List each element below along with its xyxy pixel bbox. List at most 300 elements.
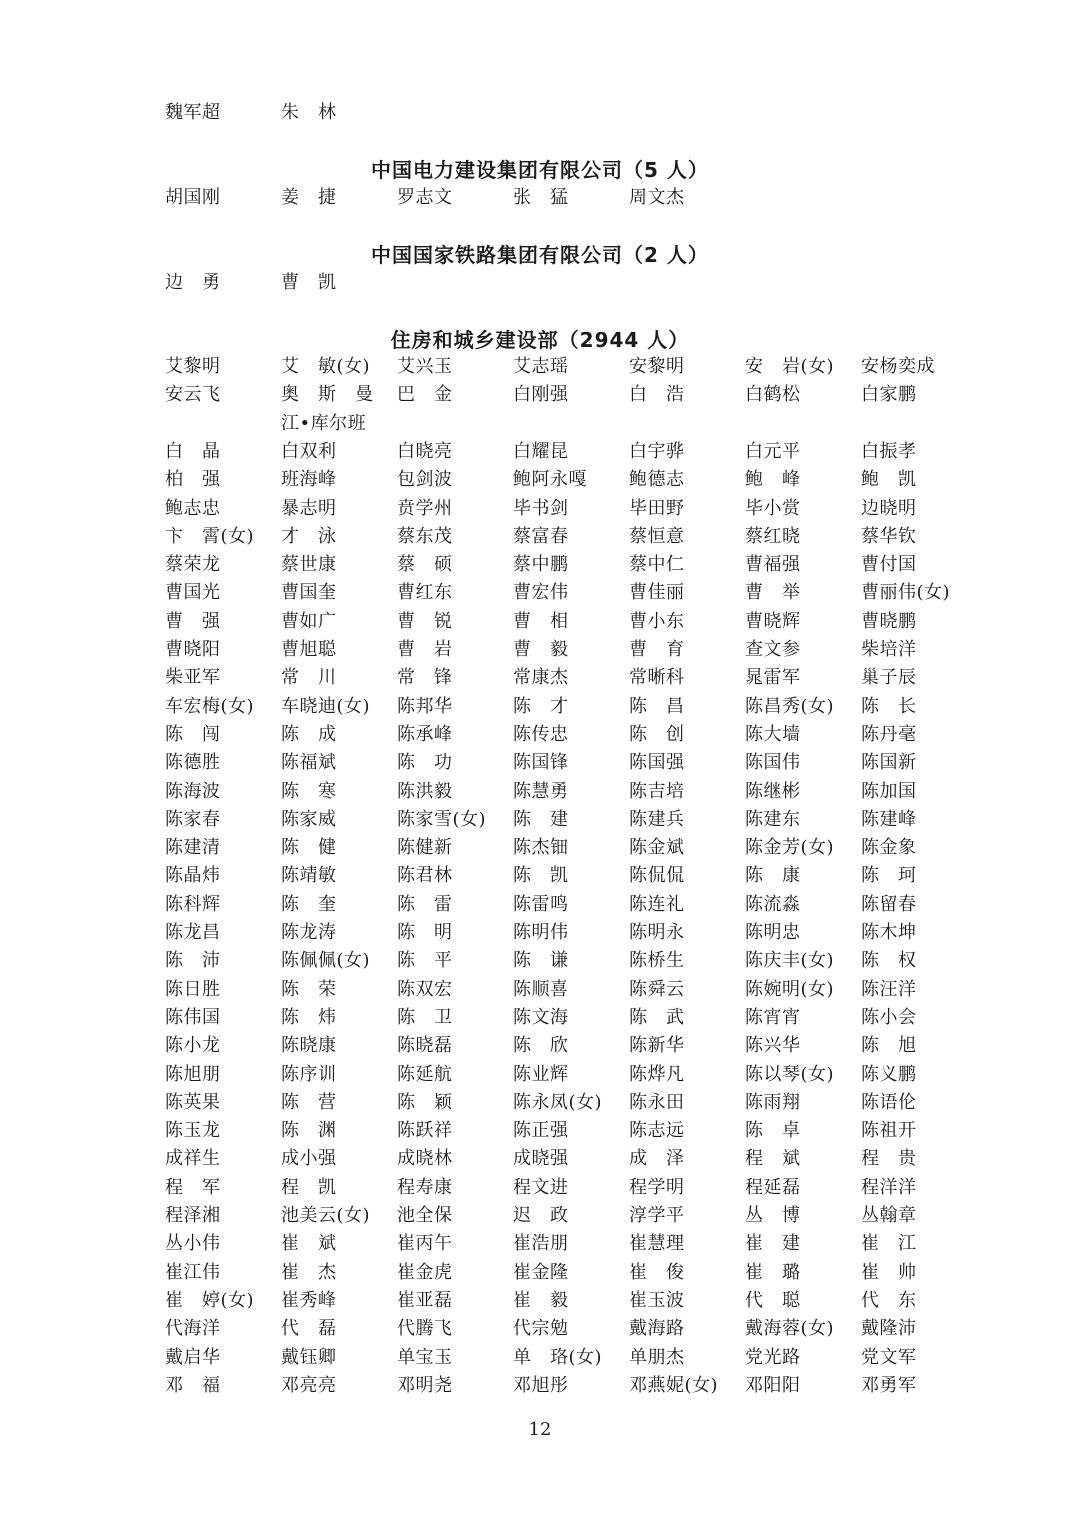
person-name: 陈连礼 xyxy=(629,893,685,915)
name-row xyxy=(0,749,1080,777)
person-name: 蔡华钦 xyxy=(861,525,917,547)
person-name: 陈德胜 xyxy=(165,752,221,774)
person-name: 陈业辉 xyxy=(513,1063,569,1085)
name-row xyxy=(0,184,1080,212)
person-name: 卞 霄(女) xyxy=(165,525,255,547)
person-name: 崔 婷(女) xyxy=(165,1289,255,1311)
person-name: 胡国刚 xyxy=(165,187,221,208)
person-name: 代 东 xyxy=(861,1289,917,1311)
person-name: 陈福斌 xyxy=(281,752,337,774)
person-name: 陈国强 xyxy=(629,752,685,774)
person-name: 蔡荣龙 xyxy=(165,554,221,576)
person-name: 崔秀峰 xyxy=(281,1289,337,1311)
person-name: 陈英果 xyxy=(165,1091,221,1113)
person-name: 边 勇 xyxy=(165,272,221,293)
person-name: 江•库尔班 xyxy=(281,412,367,434)
name-row xyxy=(0,353,1080,381)
person-name: 包剑波 xyxy=(397,469,453,491)
person-name: 陈雷鸣 xyxy=(513,893,569,915)
person-name: 白耀昆 xyxy=(513,440,569,462)
person-name: 陈建峰 xyxy=(861,808,917,830)
person-name: 陈新华 xyxy=(629,1035,685,1057)
person-name: 陈金芳(女) xyxy=(745,837,835,859)
person-name: 陈流淼 xyxy=(745,893,801,915)
person-name: 陈日胜 xyxy=(165,978,221,1000)
person-name: 陈庆丰(女) xyxy=(745,950,835,972)
person-name: 陈明伟 xyxy=(513,922,569,943)
name-row xyxy=(0,891,1080,919)
person-name: 崔江伟 xyxy=(165,1261,221,1283)
person-name: 戴钰卿 xyxy=(281,1346,337,1368)
person-name: 程 斌 xyxy=(745,1148,801,1170)
name-row xyxy=(0,778,1080,806)
person-name: 罗志文 xyxy=(397,187,453,208)
person-name: 陈 闯 xyxy=(165,723,221,745)
person-name: 陈义鹏 xyxy=(861,1063,917,1085)
name-row xyxy=(0,1372,1080,1400)
person-name: 曹 锐 xyxy=(397,610,453,632)
person-name: 崔 斌 xyxy=(281,1233,337,1255)
person-name: 张 猛 xyxy=(513,187,569,208)
person-name: 程 凯 xyxy=(281,1176,337,1198)
person-name: 丛小伟 xyxy=(165,1233,221,1255)
person-name: 陈舜云 xyxy=(629,978,685,1000)
person-name: 毕小赏 xyxy=(745,497,801,519)
name-row xyxy=(0,862,1080,890)
person-name: 崔 璐 xyxy=(745,1261,801,1283)
person-name: 安杨奕成 xyxy=(861,356,935,377)
person-name: 陈 权 xyxy=(861,950,917,972)
person-name: 陈 成 xyxy=(281,723,337,745)
person-name: 陈靖敏 xyxy=(281,865,337,887)
person-name: 陈祖开 xyxy=(861,1120,917,1142)
person-name: 毕书剑 xyxy=(513,497,569,519)
person-name: 陈留春 xyxy=(861,893,917,915)
person-name: 崔亚磊 xyxy=(397,1289,453,1311)
person-name: 崔丙午 xyxy=(397,1233,453,1255)
person-name: 毕田野 xyxy=(629,497,685,519)
person-name: 邓勇军 xyxy=(861,1374,917,1396)
person-name: 成晓林 xyxy=(397,1148,453,1170)
person-name: 蔡中仁 xyxy=(629,554,685,576)
person-name: 陈文海 xyxy=(513,1006,569,1028)
person-name: 陈玉龙 xyxy=(165,1120,221,1142)
person-name: 白刚强 xyxy=(513,384,569,406)
person-name: 贲学州 xyxy=(397,497,453,519)
person-name: 陈国新 xyxy=(861,752,917,774)
name-row xyxy=(0,1089,1080,1117)
person-name: 崔玉波 xyxy=(629,1289,685,1311)
person-name: 陈明永 xyxy=(629,922,685,943)
person-name: 陈 才 xyxy=(513,695,569,717)
person-name: 陈昌秀(女) xyxy=(745,695,835,717)
person-name: 陈 珂 xyxy=(861,865,917,887)
person-name: 陈吉培 xyxy=(629,780,685,802)
person-name: 曹晓辉 xyxy=(745,610,801,632)
person-name: 崔金虎 xyxy=(397,1261,453,1283)
person-name: 陈烨凡 xyxy=(629,1063,685,1085)
person-name: 单朋杰 xyxy=(629,1346,685,1368)
name-row xyxy=(0,721,1080,749)
person-name: 陈海波 xyxy=(165,780,221,802)
person-name: 池美云(女) xyxy=(281,1205,371,1226)
person-name: 邓旭彤 xyxy=(513,1374,569,1396)
person-name: 崔 毅 xyxy=(513,1289,569,1311)
person-name: 艾 敏(女) xyxy=(281,356,371,377)
section-heading: 中国国家铁路集团有限公司（2 人） xyxy=(371,243,709,267)
person-name: 崔 江 xyxy=(861,1233,917,1255)
person-name: 成小强 xyxy=(281,1148,337,1170)
person-name: 曹红东 xyxy=(397,582,453,604)
person-name: 曹福强 xyxy=(745,554,801,576)
person-name: 邓明尧 xyxy=(397,1374,453,1396)
person-name: 陈 创 xyxy=(629,723,685,745)
person-name: 陈 营 xyxy=(281,1091,337,1113)
person-name: 曹 相 xyxy=(513,610,569,632)
person-name: 崔慧理 xyxy=(629,1233,685,1255)
person-name: 曹晓阳 xyxy=(165,639,221,660)
person-name: 陈加国 xyxy=(861,780,917,802)
name-row xyxy=(0,438,1080,466)
person-name: 奥 斯 曼 xyxy=(281,384,374,406)
person-name: 崔 建 xyxy=(745,1233,801,1255)
person-name: 陈健新 xyxy=(397,837,453,859)
person-name: 代 聪 xyxy=(745,1289,801,1311)
person-name: 陈 功 xyxy=(397,752,453,774)
person-name: 陈跃祥 xyxy=(397,1120,453,1142)
person-name: 陈延航 xyxy=(397,1063,453,1085)
person-name: 陈 卫 xyxy=(397,1006,453,1028)
person-name: 陈小会 xyxy=(861,1006,917,1028)
person-name: 陈序训 xyxy=(281,1063,337,1085)
person-name: 陈 卓 xyxy=(745,1120,801,1142)
name-row xyxy=(0,495,1080,523)
person-name: 陈杰钿 xyxy=(513,837,569,859)
person-name: 陈志远 xyxy=(629,1120,685,1142)
person-name: 陈金象 xyxy=(861,837,917,859)
person-name: 成祥生 xyxy=(165,1148,221,1170)
person-name: 陈 明 xyxy=(397,922,453,943)
person-name: 代 磊 xyxy=(281,1318,337,1340)
person-name: 程文进 xyxy=(513,1176,569,1198)
person-name: 党光路 xyxy=(745,1346,801,1368)
person-name: 安 岩(女) xyxy=(745,356,835,377)
person-name: 安黎明 xyxy=(629,356,685,377)
name-row xyxy=(0,269,1080,297)
name-row xyxy=(0,466,1080,494)
person-name: 陈永凤(女) xyxy=(513,1091,603,1113)
person-name: 蔡世康 xyxy=(281,554,337,576)
person-name: 巢子辰 xyxy=(861,667,917,689)
person-name: 曹 育 xyxy=(629,639,685,660)
name-row xyxy=(0,608,1080,636)
person-name: 陈大墙 xyxy=(745,723,801,745)
person-name: 常康杰 xyxy=(513,667,569,689)
person-name: 鲍 峰 xyxy=(745,469,801,491)
person-name: 柴亚军 xyxy=(165,667,221,689)
person-name: 陈 旭 xyxy=(861,1035,917,1057)
person-name: 陈汪洋 xyxy=(861,978,917,1000)
person-name: 戴启华 xyxy=(165,1346,221,1368)
person-name: 朱 林 xyxy=(281,102,337,123)
person-name: 陈 炜 xyxy=(281,1006,337,1028)
person-name: 陈建东 xyxy=(745,808,801,830)
person-name: 陈佩佩(女) xyxy=(281,950,371,972)
person-name: 崔 杰 xyxy=(281,1261,337,1283)
person-name: 陈科辉 xyxy=(165,893,221,915)
person-name: 陈旭朋 xyxy=(165,1063,221,1085)
person-name: 边晓明 xyxy=(861,497,917,519)
person-name: 陈龙昌 xyxy=(165,922,221,943)
person-name: 安云飞 xyxy=(165,384,221,406)
person-name: 曹如广 xyxy=(281,610,337,632)
person-name: 戴隆沛 xyxy=(861,1318,917,1340)
name-row xyxy=(0,834,1080,862)
person-name: 蔡红晓 xyxy=(745,525,801,547)
person-name: 陈婉明(女) xyxy=(745,978,835,1000)
person-name: 陈兴华 xyxy=(745,1035,801,1057)
person-name: 常晰科 xyxy=(629,667,685,689)
person-name: 戴海蓉(女) xyxy=(745,1318,835,1340)
name-row xyxy=(0,1202,1080,1230)
person-name: 陈 荣 xyxy=(281,978,337,1000)
person-name: 陈 建 xyxy=(513,808,569,830)
person-name: 邓燕妮(女) xyxy=(629,1374,719,1396)
person-name: 白 浩 xyxy=(629,384,685,406)
person-name: 陈 沛 xyxy=(165,950,221,972)
person-name: 曹旭聪 xyxy=(281,639,337,660)
person-name: 崔 帅 xyxy=(861,1261,917,1283)
person-name: 艾黎明 xyxy=(165,356,221,377)
person-name: 戴海路 xyxy=(629,1318,685,1340)
person-name: 曹 岩 xyxy=(397,639,453,660)
person-name: 陈建兵 xyxy=(629,808,685,830)
person-name: 陈双宏 xyxy=(397,978,453,1000)
name-row xyxy=(0,551,1080,579)
person-name: 陈晓磊 xyxy=(397,1035,453,1057)
person-name: 陈木坤 xyxy=(861,922,917,943)
person-name: 曹晓鹏 xyxy=(861,610,917,632)
person-name: 陈建清 xyxy=(165,837,221,859)
person-name: 姜 捷 xyxy=(281,187,337,208)
person-name: 车宏梅(女) xyxy=(165,695,255,717)
person-name: 程学明 xyxy=(629,1176,685,1198)
person-name: 曹 毅 xyxy=(513,639,569,660)
person-name: 陈顺喜 xyxy=(513,978,569,1000)
person-name: 蔡恒意 xyxy=(629,525,685,547)
page-number: 12 xyxy=(528,1419,552,1440)
person-name: 陈 谦 xyxy=(513,950,569,972)
person-name: 艾兴玉 xyxy=(397,356,453,377)
person-name: 巴 金 xyxy=(397,384,453,406)
person-name: 暴志明 xyxy=(281,497,337,519)
person-name: 陈侃侃 xyxy=(629,865,685,887)
person-name: 陈晓康 xyxy=(281,1035,337,1057)
name-row xyxy=(0,1032,1080,1060)
name-row xyxy=(0,1287,1080,1315)
name-row xyxy=(0,1230,1080,1258)
name-row xyxy=(0,1004,1080,1032)
person-name: 陈以琴(女) xyxy=(745,1063,835,1085)
person-name: 才 泳 xyxy=(281,525,337,547)
person-name: 曹丽伟(女) xyxy=(861,582,951,604)
person-name: 曹 凯 xyxy=(281,272,337,293)
person-name: 白晓亮 xyxy=(397,440,453,462)
name-row xyxy=(0,1145,1080,1173)
name-row xyxy=(0,579,1080,607)
person-name: 白元平 xyxy=(745,440,801,462)
person-name: 蔡富春 xyxy=(513,525,569,547)
person-name: 鲍德志 xyxy=(629,469,685,491)
name-row xyxy=(0,1259,1080,1287)
person-name: 陈永田 xyxy=(629,1091,685,1113)
name-row xyxy=(0,636,1080,664)
person-name: 代海洋 xyxy=(165,1318,221,1340)
person-name: 常 锋 xyxy=(397,667,453,689)
person-name: 陈正强 xyxy=(513,1120,569,1142)
person-name: 邓亮亮 xyxy=(281,1374,337,1396)
person-name: 曹国光 xyxy=(165,582,221,604)
person-name: 鲍志忠 xyxy=(165,497,221,519)
person-name: 程洋洋 xyxy=(861,1176,917,1198)
person-name: 陈洪毅 xyxy=(397,780,453,802)
person-name: 常 川 xyxy=(281,667,337,689)
person-name: 陈晶炜 xyxy=(165,865,221,887)
person-name: 班海峰 xyxy=(281,469,337,491)
person-name: 查文参 xyxy=(745,639,801,660)
person-name: 陈金斌 xyxy=(629,837,685,859)
person-name: 白 晶 xyxy=(165,440,221,462)
person-name: 陈邦华 xyxy=(397,695,453,717)
person-name: 陈丹毫 xyxy=(861,723,917,745)
person-name: 党文军 xyxy=(861,1346,917,1368)
person-name: 单宝玉 xyxy=(397,1346,453,1368)
name-row xyxy=(0,806,1080,834)
name-row xyxy=(0,919,1080,947)
person-name: 陈明忠 xyxy=(745,922,801,943)
person-name: 陈家春 xyxy=(165,808,221,830)
person-name: 陈家威 xyxy=(281,808,337,830)
name-row xyxy=(0,523,1080,551)
person-name: 艾志瑶 xyxy=(513,356,569,377)
section-heading: 中国电力建设集团有限公司（5 人） xyxy=(371,158,709,182)
person-name: 白振孝 xyxy=(861,440,917,462)
person-name: 陈 寒 xyxy=(281,780,337,802)
person-name: 陈君林 xyxy=(397,865,453,887)
person-name: 晁雷军 xyxy=(745,667,801,689)
person-name: 程泽湘 xyxy=(165,1205,221,1226)
person-name: 白鹤松 xyxy=(745,384,801,406)
person-name: 柏 强 xyxy=(165,469,221,491)
person-name: 陈 渊 xyxy=(281,1120,337,1142)
person-name: 柴培洋 xyxy=(861,639,917,660)
name-row xyxy=(0,1344,1080,1372)
person-name: 池全保 xyxy=(397,1205,453,1226)
person-name: 蔡东茂 xyxy=(397,525,453,547)
name-row xyxy=(0,1315,1080,1343)
person-name: 陈国伟 xyxy=(745,752,801,774)
person-name: 陈宵宵 xyxy=(745,1006,801,1028)
section-heading: 住房和城乡建设部（2944 人） xyxy=(390,328,690,352)
person-name: 崔 俊 xyxy=(629,1261,685,1283)
person-name: 迟 政 xyxy=(513,1205,569,1226)
person-name: 邓 福 xyxy=(165,1374,221,1396)
person-name: 周文杰 xyxy=(629,187,685,208)
person-name: 淳学平 xyxy=(629,1205,685,1226)
person-name: 程 军 xyxy=(165,1176,221,1198)
person-name: 陈家雪(女) xyxy=(397,808,487,830)
person-name: 陈 雷 xyxy=(397,893,453,915)
person-name: 陈慧勇 xyxy=(513,780,569,802)
person-name: 蔡 硕 xyxy=(397,554,453,576)
person-name: 陈 健 xyxy=(281,837,337,859)
name-row xyxy=(0,1061,1080,1089)
person-name: 陈国锋 xyxy=(513,752,569,774)
person-name: 陈 长 xyxy=(861,695,917,717)
person-name: 陈 平 xyxy=(397,950,453,972)
person-name: 陈 欣 xyxy=(513,1035,569,1057)
person-name: 程延磊 xyxy=(745,1176,801,1198)
person-name: 陈伟国 xyxy=(165,1006,221,1028)
name-row xyxy=(0,976,1080,1004)
person-name: 成 泽 xyxy=(629,1148,685,1170)
name-row xyxy=(0,99,1080,127)
person-name: 丛翰章 xyxy=(861,1205,917,1226)
person-name: 陈 颖 xyxy=(397,1091,453,1113)
person-name: 陈雨翔 xyxy=(745,1091,801,1113)
person-name: 成晓强 xyxy=(513,1148,569,1170)
person-name: 曹国奎 xyxy=(281,582,337,604)
person-name: 魏军超 xyxy=(165,102,221,123)
person-name: 曹宏伟 xyxy=(513,582,569,604)
name-row xyxy=(0,1117,1080,1145)
person-name: 丛 博 xyxy=(745,1205,801,1226)
person-name: 程 贵 xyxy=(861,1148,917,1170)
person-name: 白家鹏 xyxy=(861,384,917,406)
person-name: 代腾飞 xyxy=(397,1318,453,1340)
person-name: 陈 昌 xyxy=(629,695,685,717)
person-name: 曹付国 xyxy=(861,554,917,576)
person-name: 陈继彬 xyxy=(745,780,801,802)
person-name: 陈语伦 xyxy=(861,1091,917,1113)
person-name: 曹小东 xyxy=(629,610,685,632)
person-name: 白宇骅 xyxy=(629,440,685,462)
person-name: 陈小龙 xyxy=(165,1035,221,1057)
person-name: 陈承峰 xyxy=(397,723,453,745)
person-name: 陈 武 xyxy=(629,1006,685,1028)
person-name: 蔡中鹏 xyxy=(513,554,569,576)
person-name: 陈传忠 xyxy=(513,723,569,745)
person-name: 鲍 凯 xyxy=(861,469,917,491)
person-name: 曹 强 xyxy=(165,610,221,632)
person-name: 陈桥生 xyxy=(629,950,685,972)
person-name: 陈 凯 xyxy=(513,865,569,887)
person-name: 陈 奎 xyxy=(281,893,337,915)
person-name: 崔浩朋 xyxy=(513,1233,569,1255)
name-row xyxy=(0,410,1080,438)
person-name: 曹佳丽 xyxy=(629,582,685,604)
name-row xyxy=(0,381,1080,409)
person-name: 单 珞(女) xyxy=(513,1346,603,1368)
name-row xyxy=(0,693,1080,721)
person-name: 陈龙涛 xyxy=(281,922,337,943)
person-name: 代宗勉 xyxy=(513,1318,569,1340)
name-row xyxy=(0,664,1080,692)
person-name: 崔金隆 xyxy=(513,1261,569,1283)
person-name: 陈 康 xyxy=(745,865,801,887)
name-row xyxy=(0,1174,1080,1202)
person-name: 程寿康 xyxy=(397,1176,453,1198)
